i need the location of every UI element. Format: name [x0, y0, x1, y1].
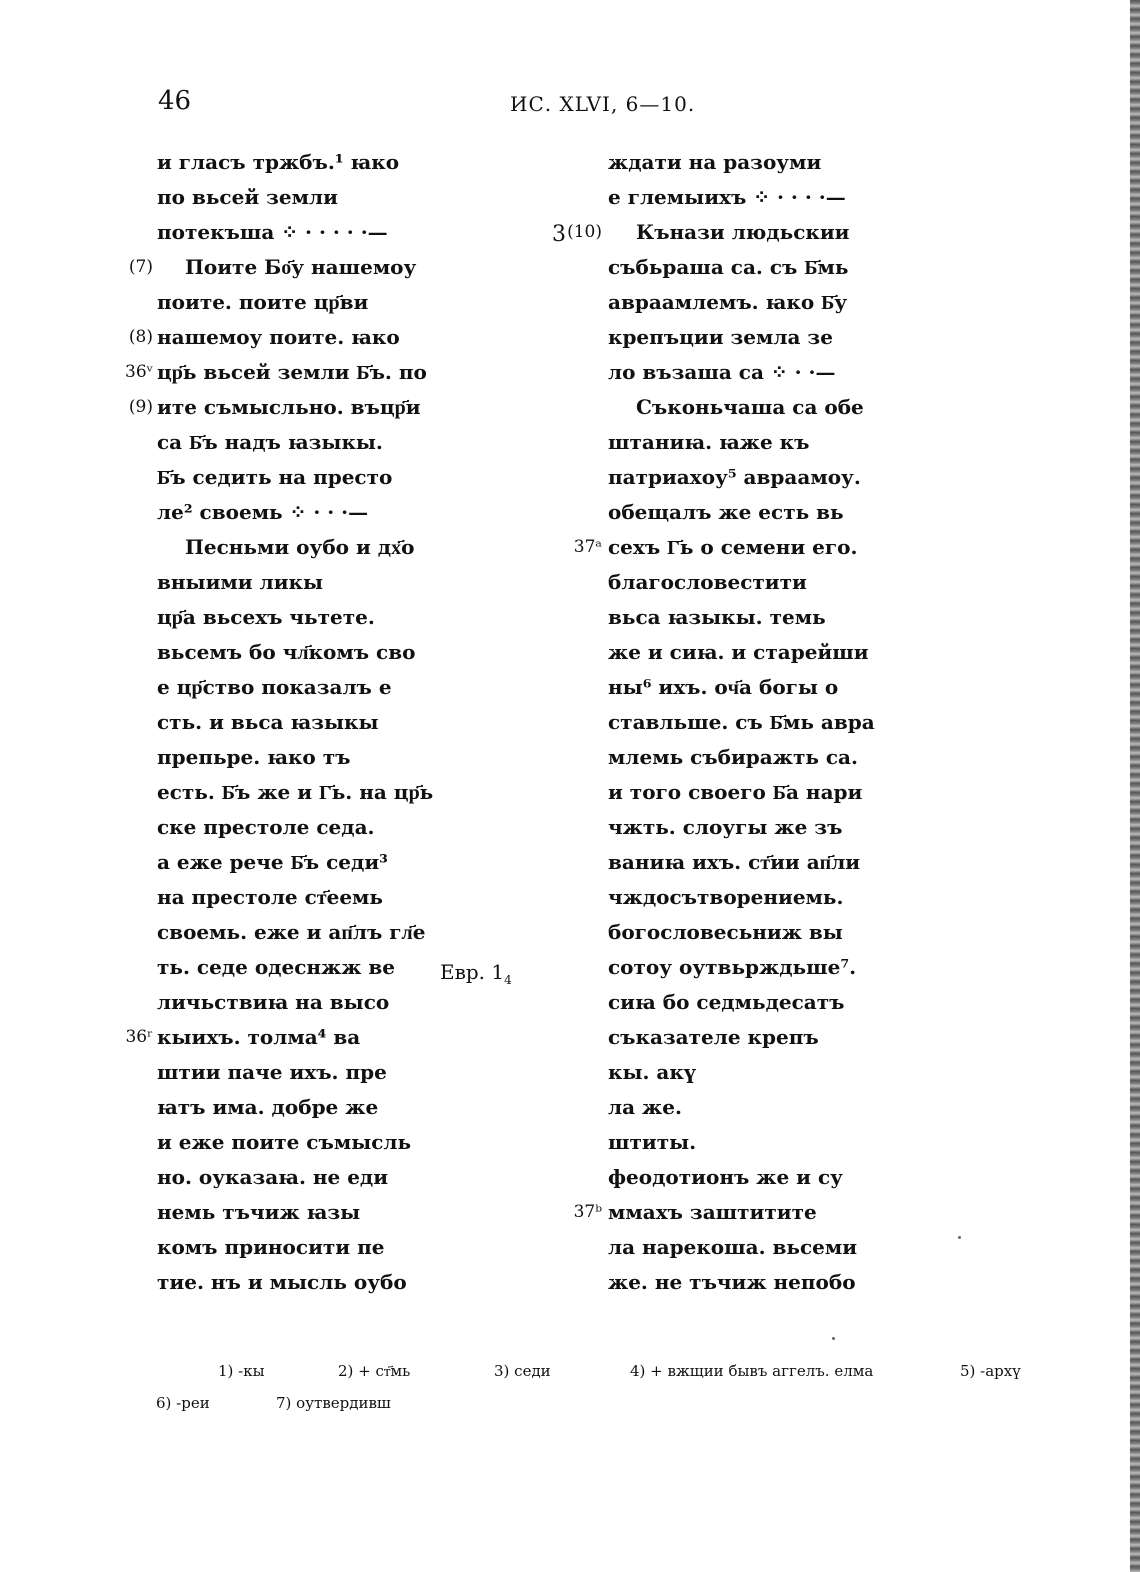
side-reference-text: Евр. 1 — [440, 960, 505, 984]
line-text: е цр҃ство показалъ е — [157, 675, 392, 699]
line-text: ла же. — [608, 1095, 682, 1119]
page-edge-scan-artifact — [1130, 0, 1140, 1572]
text-line — [157, 495, 457, 530]
line-text: ждати на разоуми — [608, 150, 822, 174]
line-marker: (10) — [567, 222, 602, 242]
footnote-row-1 — [156, 1362, 1036, 1394]
bracket-mark: 3 — [552, 222, 566, 247]
text-line — [157, 180, 457, 215]
text-line — [608, 1230, 908, 1265]
text-line — [608, 1265, 908, 1300]
text-line — [128, 250, 457, 285]
text-line — [157, 740, 457, 775]
line-text: сехъ Г҃ь о семени его. — [608, 535, 858, 559]
text-line — [608, 320, 908, 355]
text-line — [157, 950, 457, 985]
text-line — [608, 1020, 908, 1055]
line-text: поите. поите цр҃ви — [157, 290, 369, 314]
text-line — [608, 775, 908, 810]
footnote: 3) седи — [494, 1362, 551, 1380]
text-line — [608, 880, 908, 915]
line-marker: (8) — [128, 327, 153, 347]
line-text: а еже рече Б҃ъ седи³ — [157, 850, 388, 874]
text-line — [157, 565, 457, 600]
line-text: патриахоу⁵ авраамоу. — [608, 465, 861, 489]
line-text: Б҃ъ седить на престо — [157, 465, 393, 489]
text-line — [128, 320, 457, 355]
line-text: ммахъ заштитите — [608, 1200, 817, 1224]
line-text: цр҃а вьсехъ чьтете. — [157, 605, 375, 629]
line-text: събьраша са. съ Б҃мь — [608, 255, 849, 279]
text-line — [608, 460, 908, 495]
line-text: е глемыихъ ⁘ · · · ·— — [608, 185, 846, 209]
line-text: съказателе крепъ — [608, 1025, 819, 1049]
line-text: Поите Бо҃у нашемоу — [185, 255, 417, 279]
line-text: же. не тъчиж непобо — [608, 1270, 856, 1294]
text-line — [157, 810, 457, 845]
text-line — [157, 215, 457, 250]
footnote: 6) -реи — [156, 1394, 210, 1412]
text-line — [608, 145, 908, 180]
side-reference-sub: 4 — [504, 973, 512, 987]
line-marker: 37ᵇ — [573, 1202, 602, 1222]
line-text: штиты. — [608, 1130, 697, 1154]
text-line — [125, 1020, 457, 1055]
line-text: потекъша ⁘ · · · · ·— — [157, 220, 388, 244]
right-text-column — [567, 145, 908, 1300]
footnote: 5) -архү — [960, 1362, 1021, 1380]
line-text: ꙗтъ има. добре же — [157, 1095, 379, 1119]
text-line — [157, 635, 457, 670]
line-text: и гласъ тржбъ.¹ ꙗко — [157, 150, 400, 174]
line-text: ваниꙗ ихъ. ст҃ии ап҃ли — [608, 850, 861, 874]
text-line — [608, 565, 908, 600]
text-line — [157, 845, 457, 880]
page-number: 46 — [158, 86, 192, 116]
scan-speck — [832, 1337, 835, 1340]
text-line — [608, 985, 908, 1020]
text-line — [157, 1090, 457, 1125]
line-text: благословестити — [608, 570, 807, 594]
line-text: ны⁶ ихъ. оч҃а богы о — [608, 675, 839, 699]
text-line — [157, 705, 457, 740]
text-line — [573, 530, 908, 565]
line-text: на престоле ст҃еемь — [157, 885, 384, 909]
text-line — [608, 1125, 908, 1160]
text-line — [157, 670, 457, 705]
text-line — [608, 705, 908, 740]
text-line — [608, 180, 908, 215]
left-text-column — [125, 145, 457, 1300]
line-text: кы. акү — [608, 1060, 696, 1084]
text-line — [608, 845, 908, 880]
line-text: обещалъ же есть вь — [608, 500, 844, 524]
line-text: авраамлемъ. ꙗко Б҃у — [608, 290, 848, 314]
footnote: 1) -кы — [218, 1362, 265, 1380]
line-text: ске престоле седа. — [157, 815, 375, 839]
line-text: кыихъ. толма⁴ ва — [157, 1025, 361, 1049]
line-text: тие. нъ и мысль оубо — [157, 1270, 407, 1294]
footnote-row-2 — [156, 1394, 1036, 1426]
text-line — [608, 495, 908, 530]
line-text: ть. седе одеснжж ве — [157, 955, 395, 979]
line-text: крепъции земла зе — [608, 325, 833, 349]
line-marker: 37ᵃ — [573, 537, 602, 557]
text-line — [157, 600, 457, 635]
text-line — [157, 1195, 457, 1230]
text-line — [608, 1055, 908, 1090]
line-text: чжть. слоугы же зъ — [608, 815, 843, 839]
line-text: препьре. ꙗко тъ — [157, 745, 351, 769]
text-line — [157, 880, 457, 915]
line-text: по вьсей земли — [157, 185, 338, 209]
text-line — [157, 425, 457, 460]
text-line — [608, 285, 908, 320]
text-line — [157, 985, 457, 1020]
text-line — [608, 250, 908, 285]
text-line — [157, 1055, 457, 1090]
footnote: 2) + ст҃мь — [338, 1362, 411, 1380]
line-text: Съконьчаша са обе — [636, 395, 864, 419]
text-line — [608, 740, 908, 775]
line-text: есть. Б҃ъ же и Г҃ь. на цр҃ь — [157, 780, 434, 804]
line-text: ло възаша са ⁘ · ·— — [608, 360, 836, 384]
scan-speck — [958, 1236, 961, 1239]
line-text: цр҃ь вьсей земли Б҃ъ. по — [157, 360, 427, 384]
line-text: и еже поите съмысль — [157, 1130, 412, 1154]
line-text: вьса ꙗзыкы. темь — [608, 605, 826, 629]
footnote: 4) + вжщии бывъ аггелъ. елма — [630, 1362, 874, 1380]
text-line — [157, 1125, 457, 1160]
line-text: чждосътворениемь. — [608, 885, 844, 909]
line-text: штаниꙗ. ꙗже къ — [608, 430, 810, 454]
line-marker: 36ʳ — [125, 1027, 153, 1047]
text-line — [608, 355, 908, 390]
footnote: 7) оутвердивш — [276, 1394, 391, 1412]
line-marker: (7) — [128, 257, 153, 277]
text-line — [608, 1160, 908, 1195]
line-text: Песньми оубо и дх҃о — [185, 535, 415, 559]
text-line — [157, 285, 457, 320]
text-line — [573, 1195, 908, 1230]
line-text: нашемоу поите. ꙗко — [157, 325, 400, 349]
line-text: сиꙗ бо седмьдесатъ — [608, 990, 845, 1014]
text-line — [608, 390, 908, 425]
text-line — [608, 950, 908, 985]
line-text: штии паче ихъ. пре — [157, 1060, 387, 1084]
text-line — [125, 355, 457, 390]
footnotes — [156, 1362, 1036, 1426]
text-line — [157, 1265, 457, 1300]
text-line — [608, 810, 908, 845]
line-text: и того своего Б҃а нари — [608, 780, 863, 804]
text-line — [608, 915, 908, 950]
text-line — [608, 1090, 908, 1125]
line-text: но. оуказаꙗ. не еди — [157, 1165, 389, 1189]
line-text: ла нарекоша. вьсеми — [608, 1235, 858, 1259]
line-text: ите съмысльно. въцр҃и — [157, 395, 421, 419]
line-text: Кънази людьскии — [636, 220, 850, 244]
line-text: богословесьниж вы — [608, 920, 843, 944]
text-line — [157, 460, 457, 495]
text-line — [157, 1230, 457, 1265]
text-line — [157, 915, 457, 950]
line-text: вныими ликы — [157, 570, 324, 594]
text-line — [608, 425, 908, 460]
text-line — [128, 390, 457, 425]
line-text: ле² своемь ⁘ · · ·— — [157, 500, 369, 524]
line-text: личьствиꙗ на высо — [157, 990, 390, 1014]
line-text: вьсемъ бо чл҃комъ сво — [157, 640, 416, 664]
line-text: своемь. еже и ап҃лъ гл҃е — [157, 920, 426, 944]
text-line — [608, 600, 908, 635]
running-head: ИС. XLVI, 6—10. — [510, 92, 696, 116]
text-line — [608, 670, 908, 705]
line-text: феодотионъ же и су — [608, 1165, 843, 1189]
line-marker: 36ᵛ — [125, 362, 153, 382]
line-text: комъ приносити пе — [157, 1235, 385, 1259]
line-marker: (9) — [128, 397, 153, 417]
line-text: ставльше. съ Б҃мь авра — [608, 710, 875, 734]
text-line — [608, 635, 908, 670]
side-reference — [440, 960, 512, 987]
line-text: немь тъчиж ꙗзы — [157, 1200, 361, 1224]
line-text: сть. и вьса ꙗзыкы — [157, 710, 379, 734]
text-line — [157, 145, 457, 180]
text-line — [157, 530, 457, 565]
text-line — [157, 1160, 457, 1195]
line-text: же и сиꙗ. и старейши — [608, 640, 869, 664]
line-text: млемь събиражть са. — [608, 745, 858, 769]
line-text: сотоу оутвьрждьше⁷. — [608, 955, 857, 979]
text-line — [567, 215, 908, 250]
text-line — [157, 775, 457, 810]
line-text: са Б҃ъ надъ ꙗзыкы. — [157, 430, 383, 454]
